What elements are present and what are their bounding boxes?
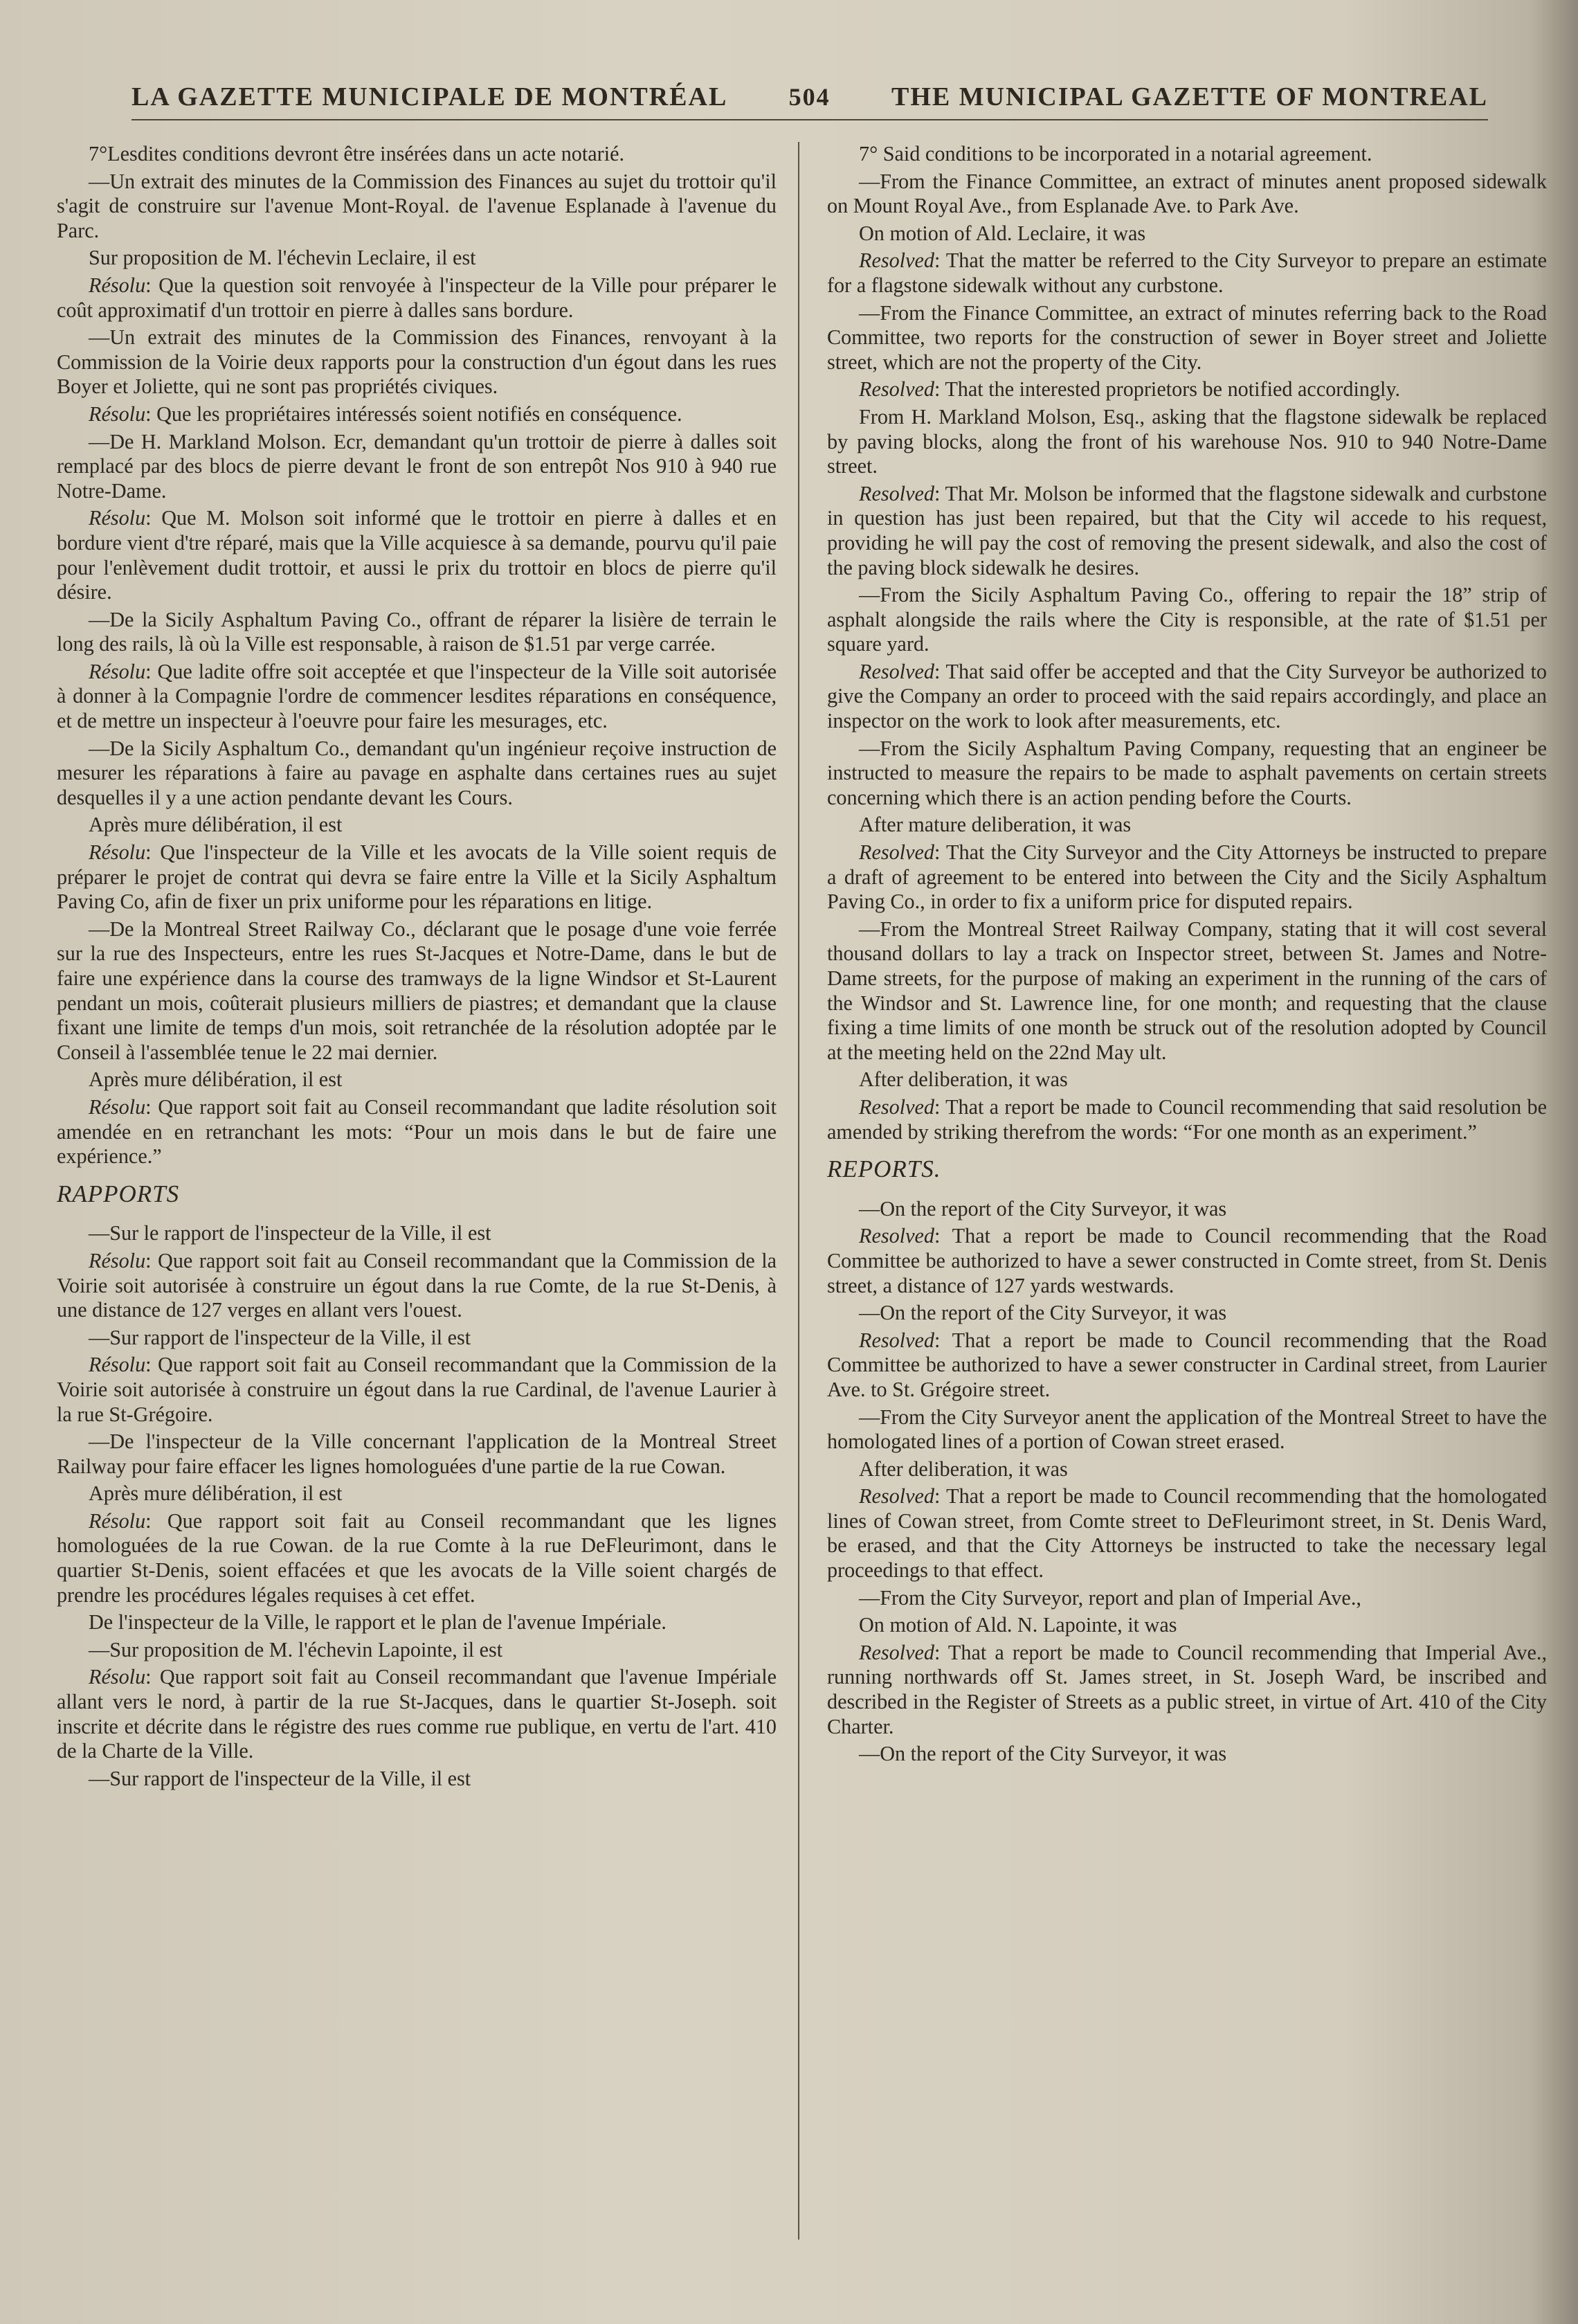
resolution-lead: Resolved <box>859 1640 934 1664</box>
paragraph-text: : That Mr. Molson be informed that the flagstone sidewalk and curbstone in question has just been repaired, but that the City wil accede to his request, providing he will pay the cost of removing the present sidewalk, and also the cost of the paving block sidewalk he desires. <box>827 481 1547 579</box>
paragraph-text: Après mure délibération, il est <box>89 813 343 837</box>
paragraph-text: —From the Finance Committee, an extract of minutes anent proposed sidewalk on Mount Royal Ave., from Esplanade Ave. to Park Ave. <box>827 169 1547 218</box>
paragraph <box>57 1509 777 1607</box>
paragraph-text: : That the matter be referred to the City Surveyor to prepare an estimate for a flagstone sidewalk without any curbstone. <box>827 249 1547 297</box>
paragraph <box>827 1224 1547 1298</box>
paragraph-text: —Sur rapport de l'inspecteur de la Ville, il est <box>89 1766 471 1790</box>
paragraph-text: : That the City Surveyor and the City Attorneys be instructed to prepare a draft of agreement to be entered into between the City and the Sicily Asphaltum Paving Co., in order to fix a uniform price for disputed repairs. <box>827 840 1547 914</box>
paragraph <box>57 1638 777 1663</box>
english-column <box>827 142 1547 2281</box>
paragraph <box>827 583 1547 657</box>
resolution-lead: Resolved <box>859 840 934 865</box>
paragraph-text: De l'inspecteur de la Ville, le rapport et le plan de l'avenue Impériale. <box>89 1610 666 1634</box>
paragraph <box>57 1068 777 1092</box>
resolution-lead: Résolu <box>89 1508 146 1533</box>
paragraph-text: —From the Montreal Street Railway Company, stating that it will cost several thousand dollars to lay a track on Inspector street, between St. James and Notre-Dame streets, for the purpose of making an experiment in the running of the cars of the Windsor and St. Lawrence line, for one month; and requesting that the clause fixing a time limits of one month be struck out of the resolution adopted by Council at the meeting held on the 22nd May ult. <box>827 917 1547 1064</box>
paragraph <box>57 142 777 167</box>
paragraph <box>827 840 1547 915</box>
paragraph-text: : Que rapport soit fait au Conseil recommandant que les lignes homologuées de la rue Cowan. de la rue Comte à la rue DeFleurimont, dans le quartier St-Denis, soient effacées et que les avocats de la Ville soient chargés de prendre les procédures légales requises à cet effet. <box>57 1508 777 1607</box>
paragraph <box>827 1197 1547 1222</box>
column-divider <box>798 142 799 2240</box>
paragraph-text: : Que la question soit renvoyée à l'inspecteur de la Ville pour préparer le coût approximatif d'un trottoir en pierre à dalles sans bordure. <box>57 273 777 322</box>
paragraph <box>57 1610 777 1635</box>
paragraph <box>57 1095 777 1169</box>
paragraph-text: Après mure délibération, il est <box>89 1481 343 1506</box>
paragraph <box>827 917 1547 1065</box>
paragraph <box>827 142 1547 167</box>
paragraph-text: On motion of Ald. Leclaire, it was <box>859 221 1146 245</box>
page-header <box>132 69 1488 125</box>
paragraph <box>827 301 1547 375</box>
resolution-lead: Resolved <box>859 1095 934 1119</box>
resolution-lead: Résolu <box>89 1248 146 1272</box>
resolution-lead: Resolved <box>859 1484 934 1508</box>
paragraph <box>827 1328 1547 1403</box>
page-number: 504 <box>788 83 831 111</box>
paragraph <box>57 608 777 657</box>
paragraph <box>57 1353 777 1427</box>
french-column <box>57 142 777 2281</box>
resolution-lead: Resolved <box>859 659 934 683</box>
english-section-title: REPORTS. <box>827 1155 941 1183</box>
paragraph <box>57 840 777 915</box>
paragraph <box>57 1221 777 1246</box>
resolution-lead: Résolu <box>89 1353 146 1377</box>
paragraph <box>827 737 1547 811</box>
paragraph-text: —From the City Surveyor anent the application of the Montreal Street to have the homologated lines of a portion of Cowan street erased. <box>827 1405 1547 1454</box>
paragraph <box>57 737 777 811</box>
paragraph <box>827 170 1547 219</box>
paragraph <box>57 506 777 604</box>
paragraph-text: —Un extrait des minutes de la Commission des Finances au sujet du trottoir qu'il s'agit de construire sur l'avenue Mont-Royal. de l'avenue Esplanade à l'avenue du Parc. <box>57 169 777 242</box>
paragraph-text: —From the Sicily Asphaltum Paving Company, requesting that an engineer be instructed to measure the repairs to be made to asphalt pavements on certain streets concerning which there is an action pending before the Courts. <box>827 736 1547 809</box>
french-section-title: RAPPORTS <box>57 1180 180 1207</box>
paragraph-text: —De H. Markland Molson. Ecr, demandant qu'un trottoir de pierre à dalles soit remplacé par des blocs de pierre devant le front de son entrepôt Nos 910 à 940 rue Notre-Dame. <box>57 429 777 503</box>
paragraph-text: Après mure délibération, il est <box>89 1068 343 1092</box>
resolution-lead: Résolu <box>89 402 146 426</box>
paragraph-text: : That the interested proprietors be notified accordingly. <box>934 377 1401 402</box>
resolution-lead: Résolu <box>89 840 146 865</box>
paragraph-text: : Que rapport soit fait au Conseil recommandant que ladite résolution soit amendée en en retranchant les mots: “Pour un mois dans le but de faire une expérience.” <box>57 1095 777 1169</box>
paragraph <box>57 917 777 1065</box>
paragraph-text: —On the report of the City Surveyor, it was <box>859 1196 1227 1220</box>
header-rule <box>132 119 1488 120</box>
paragraph-text: : Que rapport soit fait au Conseil recommandant que la Commission de la Voirie soit autorisée à construire un égout dans la rue Comte, de la rue St-Denis, à une distance de 127 verges en allant vers l'ouest. <box>57 1248 777 1322</box>
paragraph-text: —On the report of the City Surveyor, it was <box>859 1301 1227 1325</box>
paragraph-text: : That a report be made to Council recommending that the Road Committee be authorized to have a sewer constructer in Cardinal street, from Laurier Ave. to St. Grégoire street. <box>827 1328 1547 1401</box>
paragraph <box>827 249 1547 298</box>
paragraph <box>827 405 1547 479</box>
paragraph-text: —On the report of the City Surveyor, it was <box>859 1742 1227 1766</box>
header-title-french: LA GAZETTE MUNICIPALE DE MONTRÉAL <box>132 82 728 111</box>
paragraph-text: Sur proposition de M. l'échevin Leclaire, il est <box>89 246 476 270</box>
paragraph-text: : Que ladite offre soit acceptée et que l'inspecteur de la Ville soit autorisée à donner à la Compagnie l'ordre de commencer lesdites réparations en conséquence, et de mettre un inspecteur à l'oeuvre pour faire les mesurages, etc. <box>57 659 777 733</box>
paragraph <box>827 1095 1547 1144</box>
paragraph <box>827 222 1547 246</box>
paragraph <box>57 273 777 323</box>
paragraph <box>57 170 777 244</box>
paragraph-text: —Sur le rapport de l'inspecteur de la Ville, il est <box>89 1221 491 1245</box>
resolution-lead: Résolu <box>89 659 146 683</box>
paragraph <box>827 1641 1547 1739</box>
paragraph-text: —De la Sicily Asphaltum Co., demandant qu'un ingénieur reçoive instruction de mesurer les réparations à faire au pavage en asphalte dans certaines rues au sujet desquelles il y a une action pendante devant les Cours. <box>57 736 777 809</box>
paragraph-text: —From the City Surveyor, report and plan of Imperial Ave., <box>859 1585 1361 1610</box>
paragraph-text: On motion of Ald. N. Lapointe, it was <box>859 1613 1177 1637</box>
paragraph <box>827 482 1547 580</box>
resolution-lead: Résolu <box>89 273 146 297</box>
paragraph <box>57 246 777 271</box>
paragraph <box>57 1481 777 1506</box>
paragraph-text: From H. Markland Molson, Esq., asking that the flagstone sidewalk be replaced by paving blocks, along the front of his warehouse Nos. 910 to 940 Notre-Dame street. <box>827 404 1547 478</box>
paragraph <box>827 1613 1547 1638</box>
paragraph-text: 7°Lesdites conditions devront être insérées dans un acte notarié. <box>89 142 625 165</box>
paragraph-text: After mature deliberation, it was <box>859 813 1132 837</box>
paragraph-text: : Que les propriétaires intéressés soient notifiés en conséquence. <box>145 402 682 426</box>
paragraph <box>827 660 1547 734</box>
paragraph <box>57 430 777 504</box>
paragraph <box>57 1249 777 1323</box>
english-paragraphs <box>827 142 1547 1144</box>
resolution-lead: Resolved <box>859 1328 934 1352</box>
paragraph <box>57 1430 777 1479</box>
paragraph <box>827 1484 1547 1583</box>
paragraph-text: After deliberation, it was <box>859 1068 1068 1092</box>
paragraph-text: —From the Sicily Asphaltum Paving Co., offering to repair the 18” strip of asphalt alongside the rails where the City is responsible, at the rate of $1.51 per square yard. <box>827 583 1547 656</box>
paragraph-text: —De la Sicily Asphaltum Paving Co., offrant de réparer la lisière de terrain le long des rails, là où la Ville est responsable, à raison de $1.51 par verge carrée. <box>57 607 777 656</box>
paragraph <box>57 325 777 399</box>
resolution-lead: Résolu <box>89 1095 146 1119</box>
resolution-lead: Resolved <box>859 377 934 402</box>
paragraph-text: 7° Said conditions to be incorporated in a notarial agreement. <box>859 142 1372 165</box>
paragraph-text: After deliberation, it was <box>859 1457 1068 1481</box>
paragraph <box>57 1767 777 1792</box>
paragraph <box>827 1742 1547 1767</box>
resolution-lead: Résolu <box>89 1665 146 1689</box>
resolution-lead: Resolved <box>859 1224 934 1248</box>
paragraph <box>57 402 777 427</box>
paragraph-text: —Sur proposition de M. l'échevin Lapointe, il est <box>89 1637 503 1661</box>
paragraph <box>827 1301 1547 1326</box>
paragraph <box>57 1665 777 1763</box>
paragraph <box>57 813 777 838</box>
paragraph <box>827 1068 1547 1092</box>
paragraph-text: —De la Montreal Street Railway Co., déclarant que le posage d'une voie ferrée sur la rue des Inspecteurs, entre les rues St-Jacques et Notre-Dame, dans le but de faire une expérience dans la course des tramways de la ligne Windsor et St-Laurent pendant un mois, coûterait plusieurs milliers de piastres; et demandant que la clause fixant une limite de temps d'un mois, soit retranchée de la résolution adoptée par le Conseil à l'assemblée tenue le 22 mai dernier. <box>57 917 777 1064</box>
paragraph-text: —De l'inspecteur de la Ville concernant l'application de la Montreal Street Railway pour faire effacer les lignes homologuées d'une partie de la rue Cowan. <box>57 1430 777 1478</box>
paragraph <box>827 377 1547 402</box>
resolution-lead: Resolved <box>859 249 934 273</box>
english-reports <box>827 1197 1547 1767</box>
paragraph-text: : That said offer be accepted and that the City Surveyor be authorized to give the Company an order to proceed with the said repairs accordingly, and place an inspector on the work to look after measurements, etc. <box>827 659 1547 733</box>
header-title-english: THE MUNICIPAL GAZETTE OF MONTREAL <box>891 82 1488 111</box>
french-reports <box>57 1221 777 1791</box>
paragraph-text: —Sur rapport de l'inspecteur de la Ville, il est <box>89 1325 471 1349</box>
paragraph <box>827 1405 1547 1454</box>
paragraph-text: —Un extrait des minutes de la Commission des Finances, renvoyant à la Commission de la Voirie deux rapports pour la construction d'un égout dans les rues Boyer et Joliette, qui ne sont pas propriétés civiques. <box>57 325 777 399</box>
paragraph-text: —From the Finance Committee, an extract of minutes referring back to the Road Committee, two reports for the construction of sewer in Boyer street and Joliette street, which are not the property of the City. <box>827 300 1547 374</box>
paragraph <box>57 1326 777 1351</box>
paragraph-text: : Que M. Molson soit informé que le trottoir en pierre à dalles et en bordure vient d'tre réparé, mais que la Ville acquiesce à sa demande, pourvu qu'il paie pour l'enlèvement dudit trottoir, et aussi le prix du trottoir en blocs de pierre qu'il désire. <box>57 506 777 604</box>
paragraph-text: : Que l'inspecteur de la Ville et les avocats de la Ville soient requis de préparer le projet de contrat qui devra se faire entre la Ville et la Sicily Asphaltum Paving Co, afin de fixer un prix uniforme pour les réparations en litige. <box>57 840 777 914</box>
paragraph-text: : Que rapport soit fait au Conseil recommandant que l'avenue Impériale allant vers le nord, à partir de la rue St-Jacques, dans le quartier St-Joseph. soit inscrite et décrite dans le régistre des rues comme rue publique, en vertu de l'art. 410 de la Charte de la Ville. <box>57 1665 777 1763</box>
paragraph-text: : That a report be made to Council recommending that the Road Committee be authorized to have a sewer constructed in Comte street, from St. Denis street, a distance of 127 yards westwards. <box>827 1224 1547 1297</box>
paragraph-text: : That a report be made to Council recommending that the homologated lines of Cowan street, from Comte street to DeFleurimont street, in St. Denis Ward, be erased, and that the City Attorneys be instructed to take the necessary legal proceedings to that effect. <box>827 1484 1547 1583</box>
paragraph-text: : Que rapport soit fait au Conseil recommandant que la Commission de la Voirie soit autorisée à construire un égout dans la rue Cardinal, de l'avenue Laurier à la rue St-Grégoire. <box>57 1353 777 1426</box>
paragraph <box>57 660 777 734</box>
resolution-lead: Résolu <box>89 506 146 530</box>
resolution-lead: Resolved <box>859 481 934 505</box>
paragraph-text: : That a report be made to Council recommending that said resolution be amended by striking therefrom the words: “For one month as an experiment.” <box>827 1095 1547 1144</box>
french-paragraphs <box>57 142 777 1169</box>
paragraph-text: : That a report be made to Council recommending that Imperial Ave., running northwards off St. James street, in St. Joseph Ward, be inscribed and described in the Register of Streets as a public street, in virtue of Art. 410 of the City Charter. <box>827 1640 1547 1738</box>
paragraph <box>827 813 1547 838</box>
paragraph <box>827 1457 1547 1482</box>
paragraph <box>827 1586 1547 1611</box>
